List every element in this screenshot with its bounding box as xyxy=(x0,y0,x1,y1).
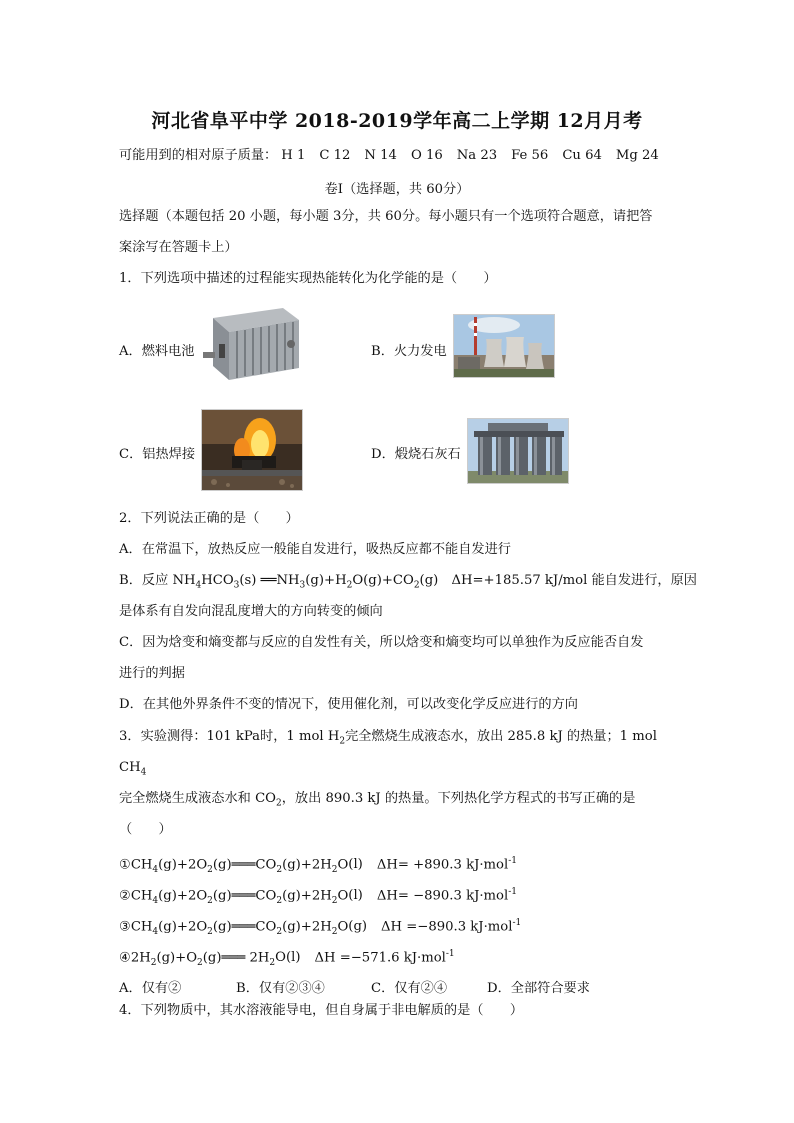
eq-text: (g)+2O xyxy=(158,919,208,935)
q3-text: 完全燃烧生成液态水，放出 285.8 kJ 的热量；1 mol xyxy=(345,729,657,744)
subscript: 2 xyxy=(331,865,338,876)
fuel-cell-image xyxy=(199,304,303,388)
subscript: 2 xyxy=(207,896,213,907)
eq-text: (g)+O xyxy=(156,950,198,966)
eq-text: ④2H xyxy=(119,950,151,966)
q3-text: ，放出 890.3 kJ 的热量。下列热化学方程式的书写正确的是 xyxy=(281,791,636,806)
q1-option-b: B．火力发电 xyxy=(371,344,447,359)
q3-text: 3．实验测得：101 kPa时，1 mol H xyxy=(119,729,340,744)
subscript: 2 xyxy=(331,896,338,907)
superscript: -1 xyxy=(508,856,517,866)
eq-text: (l) xyxy=(348,857,363,873)
eq-text: (g)+2H xyxy=(282,857,332,873)
q1-option-d: D．煅烧石灰石 xyxy=(371,447,461,462)
thermite-welding-image xyxy=(201,409,303,491)
eq-text: O(l) xyxy=(275,950,301,966)
subscript: 2 xyxy=(275,798,282,809)
subscript: 2 xyxy=(276,927,283,938)
superscript: -1 xyxy=(445,949,455,959)
q2-b-text: O(g)+CO xyxy=(352,573,414,588)
q2-option-c-line-2: 进行的判据 xyxy=(119,666,185,681)
q3-stem-line-1 xyxy=(119,729,657,750)
subscript: 4 xyxy=(152,896,159,907)
mass-c: C 12 xyxy=(319,148,351,163)
eq-enthalpy: ΔH =−890.3 kJ·mol xyxy=(381,919,513,935)
subscript: 2 xyxy=(413,580,420,591)
eq-enthalpy: ΔH =−571.6 kJ·mol xyxy=(314,950,446,966)
q3-choice-d: D．全部符合要求 xyxy=(487,981,590,996)
q2-stem: 2．下列说法正确的是（ ） xyxy=(119,511,299,526)
lime-kiln-image xyxy=(467,418,569,484)
mass-o: O 16 xyxy=(410,148,443,163)
mass-mg: Mg 24 xyxy=(615,148,659,163)
eq-text: CH xyxy=(130,888,153,904)
eq-text: (g) xyxy=(348,919,368,935)
q3-choice-a: A．仅有② xyxy=(119,981,182,996)
q1-stem: 1．下列选项中描述的过程能实现热能转化为化学能的是（ ） xyxy=(119,271,497,286)
power-plant-image xyxy=(453,314,555,378)
eq-text: (g)+2O xyxy=(158,888,208,904)
subscript: 4 xyxy=(140,767,147,778)
subscript: 2 xyxy=(339,736,346,747)
eq-number: ③ xyxy=(119,919,131,935)
q2-b-text: HCO xyxy=(201,573,234,588)
q2-option-a: A．在常温下，放热反应一般能自发进行，吸热反应都不能自发进行 xyxy=(119,542,511,557)
q3-equation-2 xyxy=(119,884,517,909)
eq-text: O xyxy=(337,919,349,935)
q3-stem-line-3 xyxy=(119,791,635,812)
q2-option-b-line-2: 是体系有自发向混乱度增大的方向转变的倾向 xyxy=(119,604,383,619)
mass-na: Na 23 xyxy=(456,148,498,163)
eq-text: (l) xyxy=(348,888,363,904)
subscript: 4 xyxy=(152,927,159,938)
eq-number: ① xyxy=(119,857,131,873)
q3-text: 完全燃烧生成液态水和 CO xyxy=(119,791,276,806)
eq-text: O xyxy=(337,857,349,873)
superscript: -1 xyxy=(508,887,517,897)
subscript: 2 xyxy=(207,865,213,876)
section-heading: 卷Ⅰ（选择题，共 60分） xyxy=(324,182,470,197)
eq-text: CH xyxy=(130,857,153,873)
q3-stem-line-2 xyxy=(119,760,146,781)
q3-equation-4 xyxy=(119,946,455,971)
q3-equation-3 xyxy=(119,915,521,940)
subscript: 2 xyxy=(197,958,203,969)
subscript: 3 xyxy=(299,580,306,591)
q2-option-b xyxy=(119,573,697,594)
eq-text: (g)+2O xyxy=(158,857,208,873)
eq-text: O xyxy=(337,888,349,904)
q3-equation-1 xyxy=(119,853,517,878)
subscript: 2 xyxy=(269,958,276,969)
mass-cu: Cu 64 xyxy=(562,148,602,163)
superscript: -1 xyxy=(512,918,522,928)
atomic-masses-label: 可能用到的相对原子质量： xyxy=(119,148,278,163)
eq-text: (g)═══ 2H xyxy=(202,950,270,966)
q2-option-d: D．在其他外界条件不变的情况下，使用催化剂，可以改变化学反应进行的方向 xyxy=(119,697,578,712)
document-title: 河北省阜平中学 2018-2019学年高二上学期 12月月考 xyxy=(151,110,643,132)
instructions-line-1: 选择题（本题包括 20 小题，每小题 3分，共 60分。每小题只有一个选项符合题意，请把答 xyxy=(119,209,653,224)
eq-text: (g)═══CO xyxy=(212,919,277,935)
q3-choice-c: C．仅有②④ xyxy=(371,981,448,996)
mass-n: N 14 xyxy=(364,148,397,163)
subscript: 2 xyxy=(331,927,338,938)
q2-b-text: (g) ΔH=+185.57 kJ/mol 能自发进行，原因 xyxy=(419,573,697,588)
mass-h: H 1 xyxy=(281,148,306,163)
q3-text: CH xyxy=(119,760,141,775)
mass-fe: Fe 56 xyxy=(511,148,549,163)
eq-text: (g)═══CO xyxy=(212,888,277,904)
subscript: 2 xyxy=(150,958,157,969)
subscript: 4 xyxy=(195,580,202,591)
q1-option-c: C．铝热焊接 xyxy=(119,447,196,462)
q3-stem-line-4: （ ） xyxy=(119,822,172,837)
subscript: 2 xyxy=(276,896,283,907)
eq-text: (g)═══CO xyxy=(212,857,277,873)
eq-number: ② xyxy=(119,888,131,904)
atomic-masses xyxy=(119,148,673,164)
subscript: 4 xyxy=(152,865,159,876)
eq-enthalpy: ΔH= −890.3 kJ·mol xyxy=(376,888,509,904)
q2-option-c: C．因为焓变和熵变都与反应的自发性有关，所以焓变和熵变均可以单独作为反应能否自发 xyxy=(119,635,644,650)
subscript: 2 xyxy=(276,865,283,876)
q3-choice-b: B．仅有②③④ xyxy=(236,981,325,996)
eq-text: CH xyxy=(130,919,153,935)
eq-text: (g)+2H xyxy=(282,919,332,935)
eq-enthalpy: ΔH= +890.3 kJ·mol xyxy=(376,857,509,873)
subscript: 3 xyxy=(233,580,240,591)
subscript: 2 xyxy=(346,580,353,591)
q1-option-a: A．燃料电池 xyxy=(119,344,195,359)
eq-text: (g)+2H xyxy=(282,888,332,904)
instructions-line-2: 案涂写在答题卡上） xyxy=(119,240,238,255)
q4-stem: 4．下列物质中，其水溶液能导电，但自身属于非电解质的是（ ） xyxy=(119,1003,524,1018)
q2-b-text: (g)+H xyxy=(305,573,347,588)
subscript: 2 xyxy=(207,927,213,938)
q2-b-text: B．反应 NH xyxy=(119,573,196,588)
q2-b-text: (s) ══NH xyxy=(239,573,300,588)
